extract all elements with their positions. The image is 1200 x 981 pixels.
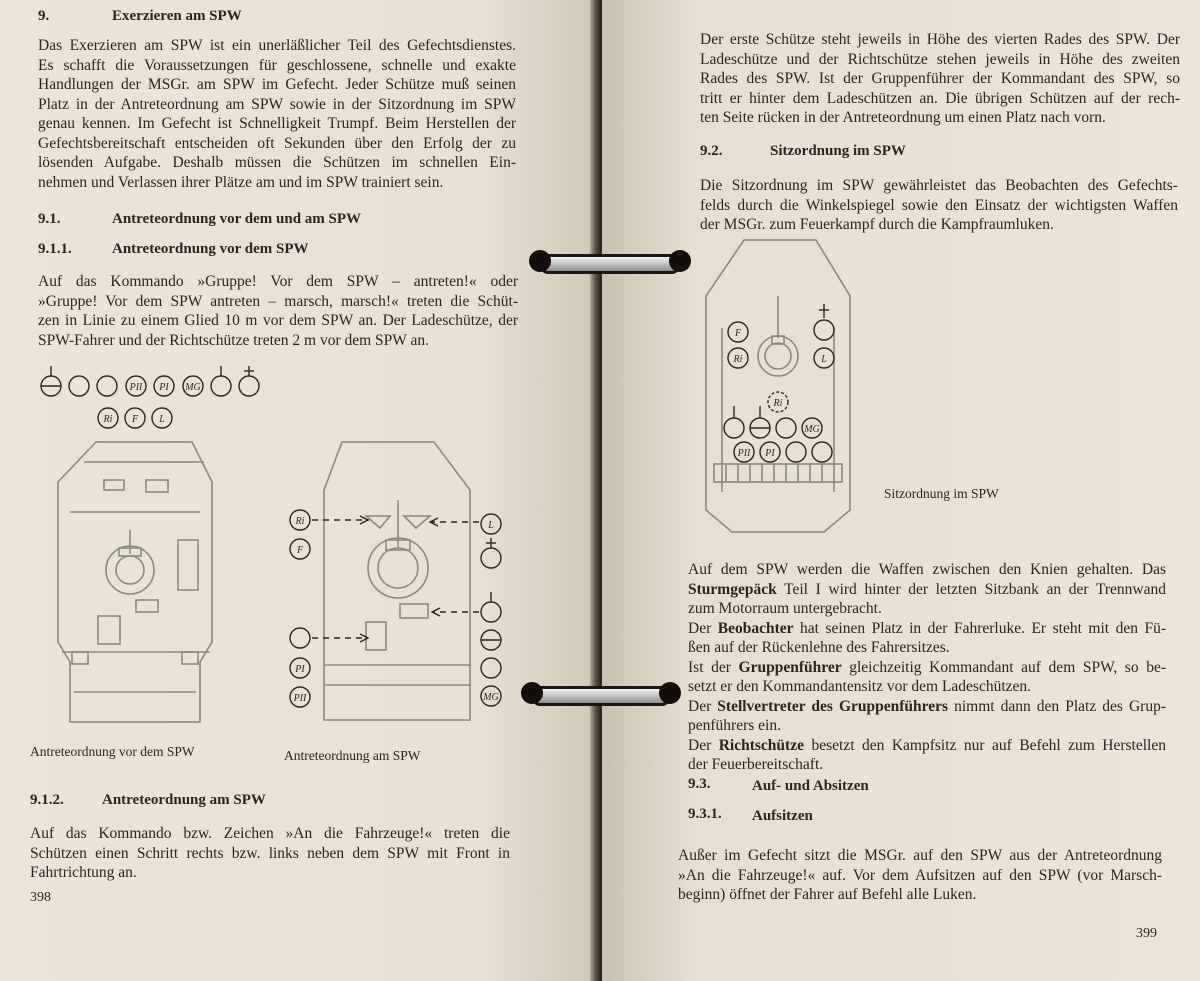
s931-line-0: Außer im Gefecht sitzt die MSGr. auf den SPW aus der Antreteordnung xyxy=(678,847,1162,864)
label-pii-3: PII xyxy=(737,448,751,459)
term-stellvertreter: Stellvertreter des Gruppenführers xyxy=(717,697,949,715)
figure-antreteordnung-vor-dem-spw xyxy=(0,362,300,742)
gf-rest: gleichzeitig Kommandant auf dem SPW, so be- xyxy=(841,658,1167,676)
s9-line-0: Das Exerzieren am SPW ist ein unerläßlicher Teil des Gefechtsdienstes. xyxy=(38,37,516,54)
s9-line-3: Platz in der Antreteordnung am SPW sowie in der Sitzordnung im SPW xyxy=(38,95,516,113)
stv-pre: Der xyxy=(688,697,718,715)
label-pii: PII xyxy=(129,382,143,393)
label-ri: Ri xyxy=(103,414,113,425)
s9-line-1: Es schafft die Voraussetzungen für geschlossene, schnelle und exakte xyxy=(38,56,516,74)
section-9-1-2-title: Antreteordnung am SPW xyxy=(102,792,266,808)
section-9-3-number: 9.3. xyxy=(688,776,711,792)
s9-line-6: lösenden Aufgabe. Deshalb müssen die Schützen im schnellen Ein- xyxy=(38,154,516,171)
intro-line-0: Der erste Schütze steht jeweils in Höhe des vierten Rades des SPW. Der xyxy=(700,31,1180,48)
label-l-3: L xyxy=(821,354,827,365)
figure-sitzordnung-im-spw xyxy=(696,238,866,538)
label-f-3: F xyxy=(734,328,742,339)
spw-hull xyxy=(706,240,850,532)
label-f-2: F xyxy=(296,545,304,556)
intro-line-3: tritt er hinter dem Ladeschützen an. Die übrigen Schützen auf der rech- xyxy=(700,89,1180,107)
s92-line-2: der MSGr. zum Feuerkampf durch die Kampfraumluken. xyxy=(700,216,1054,233)
s931-line-1: »An die Fahrzeuge!« auf. Vor dem Aufsitzen auf den SPW (vor Marsch- xyxy=(678,866,1162,884)
intro-line-1: Ladeschütze und der Richtschütze stehen jeweils in Höhe des zweiten xyxy=(700,50,1180,68)
term-beobachter: Beobachter xyxy=(717,619,794,637)
figure-antreteordnung-am-spw xyxy=(270,430,510,730)
s931-line-2: beginn) öffnet der Fahrer auf Befehl alle Luken. xyxy=(678,886,977,903)
weapons-line-2 xyxy=(688,580,1166,600)
rs-rest: besetzt den Kampfsitz nur auf Befehl zum Herstellen xyxy=(803,736,1166,754)
s9-line-5: Gefechtsbereitschaft entscheiden oft Sekunden über den Erfolg der zu xyxy=(38,134,516,152)
section-9-1-2-number: 9.1.2. xyxy=(30,792,64,808)
label-ri-2: Ri xyxy=(295,516,305,527)
soldier-row-front xyxy=(41,366,259,396)
richtschuetze-line-2: der Feuerbereitschaft. xyxy=(688,756,824,773)
stv-rest: nimmt dann den Platz des Grup- xyxy=(948,697,1166,715)
label-l-2: L xyxy=(488,520,494,531)
left-page xyxy=(0,0,598,981)
section-9-2-number: 9.2. xyxy=(700,143,723,159)
weapons-line-2-rest: Teil I wird hinter der letzten Sitzbank an der Trennwand xyxy=(776,580,1166,598)
section-9-3-1-title: Aufsitzen xyxy=(752,808,813,824)
label-ri-4: Ri xyxy=(773,398,783,409)
soldiers-right-side xyxy=(430,514,501,706)
label-l: L xyxy=(159,414,165,425)
label-pi-3: PI xyxy=(765,448,775,459)
soldier-row-near xyxy=(98,408,172,428)
s911-line-1: »Gruppe! Vor dem SPW antreten – marsch, marsch!« treten die Schüt- xyxy=(38,292,518,310)
binder-ring-bottom xyxy=(532,686,670,706)
stellvertreter-line-2: penführers ein. xyxy=(688,717,781,734)
beobachter-line-1 xyxy=(688,619,1166,639)
s92-line-1: felds durch die Winkelspiegel sowie den Einsatz der wichtigsten Waffen xyxy=(700,196,1178,214)
label-ri-3: Ri xyxy=(733,354,743,365)
weapons-line-3: zum Motorraum untergebracht. xyxy=(688,600,882,617)
label-mg: MG xyxy=(185,382,201,393)
term-sturmgepaeck: Sturmgepäck xyxy=(688,580,777,598)
page-number-left: 398 xyxy=(30,890,51,905)
figure-1-caption: Antreteordnung vor dem SPW xyxy=(30,744,195,759)
section-9-2-title: Sitzordnung im SPW xyxy=(770,143,906,159)
label-f: F xyxy=(131,414,139,425)
s9-line-4: genau kennen. Im Gefecht ist Schnelligkeit Trumpf. Beim Herstellen der xyxy=(38,115,516,132)
beobachter-rest: hat seinen Platz in der Fahrerluke. Er steht mit den Fü- xyxy=(793,619,1166,637)
section-9-1-1-title: Antreteordnung vor dem SPW xyxy=(112,241,309,257)
weapons-line-1: Auf dem SPW werden die Waffen zwischen den Knien gehalten. Das xyxy=(688,561,1166,578)
label-pi-2: PI xyxy=(295,664,305,675)
s911-line-2: zen in Linie zu einem Glied 10 m vor dem SPW an. Der Ladeschütze, der xyxy=(38,312,518,329)
gf-pre: Ist der xyxy=(688,658,739,676)
section-9-3-title: Auf- und Absitzen xyxy=(752,778,869,794)
gruppenfuehrer-line-1 xyxy=(688,658,1166,678)
binder-ring-top xyxy=(540,254,680,274)
s912-line-0: Auf das Kommando bzw. Zeichen »An die Fahrzeuge!« treten die xyxy=(30,825,510,842)
label-mg-2: MG xyxy=(483,692,499,703)
s911-line-0: Auf das Kommando »Gruppe! Vor dem SPW – antreten!« oder xyxy=(38,273,518,290)
section-9-3-1-number: 9.3.1. xyxy=(688,806,722,822)
richtschuetze-line-1 xyxy=(688,736,1166,756)
seated-crew xyxy=(724,304,834,462)
spw-vehicle-top-view xyxy=(58,442,212,722)
right-page xyxy=(602,0,1200,981)
s912-line-2: Fahrtrichtung an. xyxy=(30,864,137,881)
s911-line-3: SPW-Fahrer und der Richtschütze treten 2 m vor dem SPW an. xyxy=(38,331,430,349)
intro-line-4: ten Seite rücken in der Antreteordnung um einen Platz nach vorn. xyxy=(700,109,1106,126)
section-9-1-1-number: 9.1.1. xyxy=(38,241,72,257)
figure-2-caption: Antreteordnung am SPW xyxy=(284,748,421,763)
stellvertreter-line-1 xyxy=(688,697,1166,717)
s9-line-2: Handlungen der MSGr. am SPW im Gefecht. Jeder Schütze muß seinen xyxy=(38,76,516,93)
rs-pre: Der xyxy=(688,736,719,754)
figure-3-caption: Sitzordnung im SPW xyxy=(884,486,999,501)
term-gruppenfuehrer: Gruppenführer xyxy=(738,658,842,676)
beobachter-line-2: ßen auf der Rückenlehne des Fahrersitzes. xyxy=(688,639,950,656)
gruppenfuehrer-line-2: setzt er den Kommandantensitz vor dem Ladeschützen. xyxy=(688,678,1032,695)
section-9-1-title: Antreteordnung vor dem und am SPW xyxy=(112,211,362,227)
beobachter-pre: Der xyxy=(688,619,718,637)
soldiers-left-side xyxy=(290,510,368,707)
label-pii-2: PII xyxy=(293,693,307,704)
section-9-1-number: 9.1. xyxy=(38,211,61,227)
label-pi: PI xyxy=(159,382,169,393)
intro-line-2: Rades des SPW. Ist der Gruppenführer der Kommandant des SPW, so xyxy=(700,70,1180,87)
spw-vehicle-outline xyxy=(324,442,470,720)
s912-line-1: Schützen einen Schritt rechts bzw. links neben dem SPW mit Front in xyxy=(30,844,510,862)
section-9-number: 9. xyxy=(38,8,50,24)
label-mg-3: MG xyxy=(804,424,820,435)
s92-line-0: Die Sitzordnung im SPW gewährleistet das Beobachten des Gefechts- xyxy=(700,177,1178,194)
page-number-right: 399 xyxy=(1136,926,1157,941)
section-9-title: Exerzieren am SPW xyxy=(112,8,242,24)
s9-line-7: nehmen und Verlassen ihrer Plätze am und im SPW trainiert sein. xyxy=(38,173,444,191)
term-richtschuetze: Richtschütze xyxy=(718,736,804,754)
